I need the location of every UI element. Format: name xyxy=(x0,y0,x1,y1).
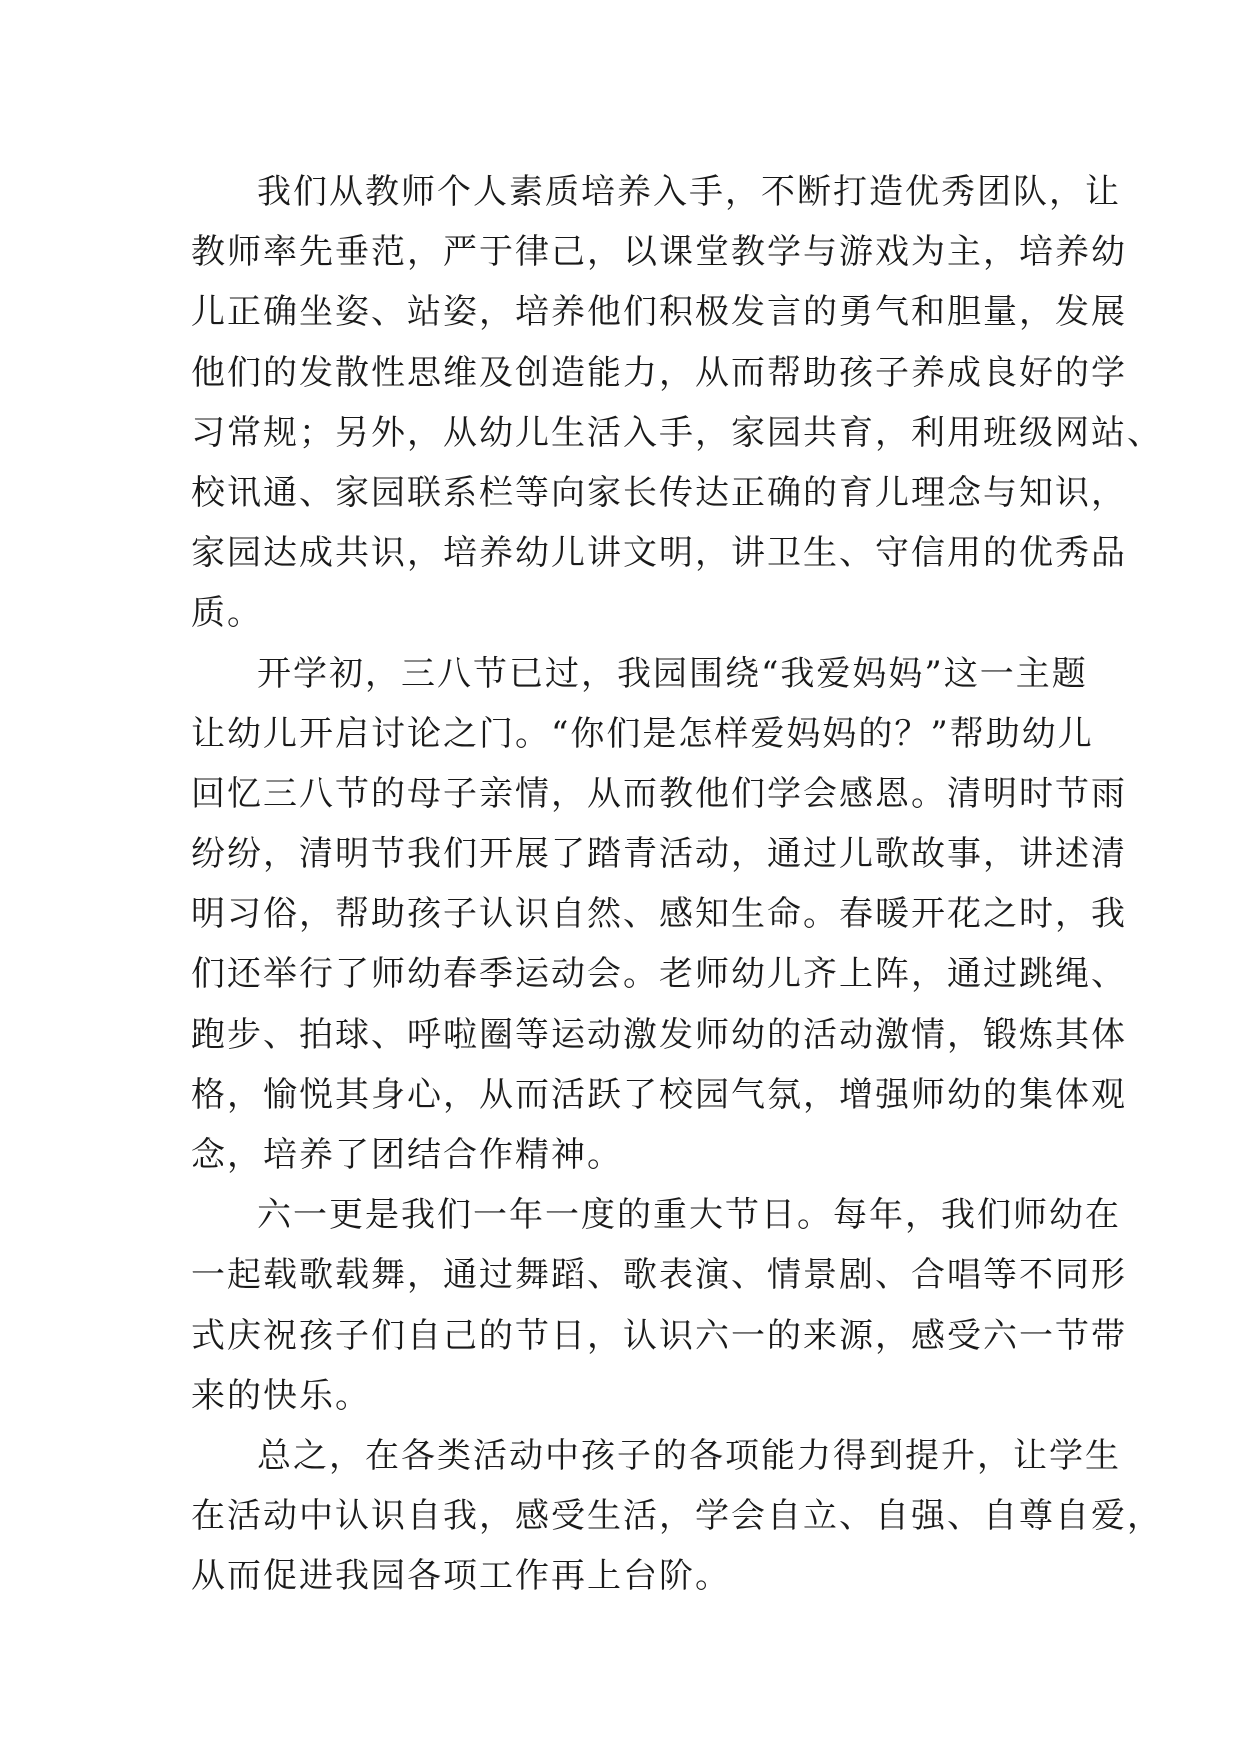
text-line: 回忆三八节的母子亲情，从而教他们学会感恩。清明时节雨 xyxy=(191,773,1127,814)
text-line: 格，愉悦其身心，从而活跃了校园气氛，增强师幼的集体观 xyxy=(191,1074,1127,1115)
text-line: 校讯通、家园联系栏等向家长传达正确的育儿理念与知识， xyxy=(191,472,1127,513)
text-line: 他们的发散性思维及创造能力，从而帮助孩子养成良好的学 xyxy=(191,352,1127,393)
paragraph-conclusion xyxy=(191,1426,1163,1607)
text-line: 让幼儿开启讨论之门。“你们是怎样爱妈妈的？”帮助幼儿 xyxy=(191,713,1094,754)
text-line: 们还举行了师幼春季运动会。老师幼儿齐上阵，通过跳绳、 xyxy=(191,954,1127,995)
text-line: 开学初，三八节已过，我园围绕“我爱妈妈”这一主题 xyxy=(257,653,1088,694)
text-line: 纷纷，清明节我们开展了踏青活动，通过儿歌故事，讲述清 xyxy=(191,834,1127,875)
document-body xyxy=(191,162,1163,1607)
paragraph-spring-activities xyxy=(191,644,1127,1186)
text-line: 从而促进我园各项工作再上台阶。 xyxy=(191,1556,731,1597)
text-line: 质。 xyxy=(191,593,263,634)
text-line: 一起载歌载舞，通过舞蹈、歌表演、情景剧、合唱等不同形 xyxy=(191,1255,1127,1296)
text-line: 在活动中认识自我，感受生活，学会自立、自强、自尊自爱， xyxy=(191,1496,1163,1537)
text-line: 明习俗，帮助孩子认识自然、感知生命。春暖开花之时，我 xyxy=(191,894,1127,935)
text-line: 教师率先垂范，严于律己，以课堂教学与游戏为主，培养幼 xyxy=(191,232,1127,273)
text-line: 式庆祝孩子们自己的节日，认识六一的来源，感受六一节带 xyxy=(191,1315,1127,1356)
paragraph-teacher-quality xyxy=(191,162,1163,644)
text-line: 家园达成共识，培养幼儿讲文明，讲卫生、守信用的优秀品 xyxy=(191,533,1127,574)
text-line: 儿正确坐姿、站姿，培养他们积极发言的勇气和胆量，发展 xyxy=(191,292,1127,333)
text-line: 总之，在各类活动中孩子的各项能力得到提升，让学生 xyxy=(257,1435,1121,1476)
text-line: 念，培养了团结合作精神。 xyxy=(191,1135,623,1175)
text-line: 六一更是我们一年一度的重大节日。每年，我们师幼在 xyxy=(257,1195,1121,1236)
text-line: 跑步、拍球、呼啦圈等运动激发师幼的活动激情，锻炼其体 xyxy=(191,1014,1127,1055)
paragraph-childrens-day xyxy=(191,1185,1127,1426)
text-line: 我们从教师个人素质培养入手，不断打造优秀团队，让 xyxy=(257,172,1121,212)
text-line: 来的快乐。 xyxy=(191,1375,371,1416)
text-line: 习常规；另外，从幼儿生活入手，家园共育，利用班级网站、 xyxy=(191,412,1163,453)
